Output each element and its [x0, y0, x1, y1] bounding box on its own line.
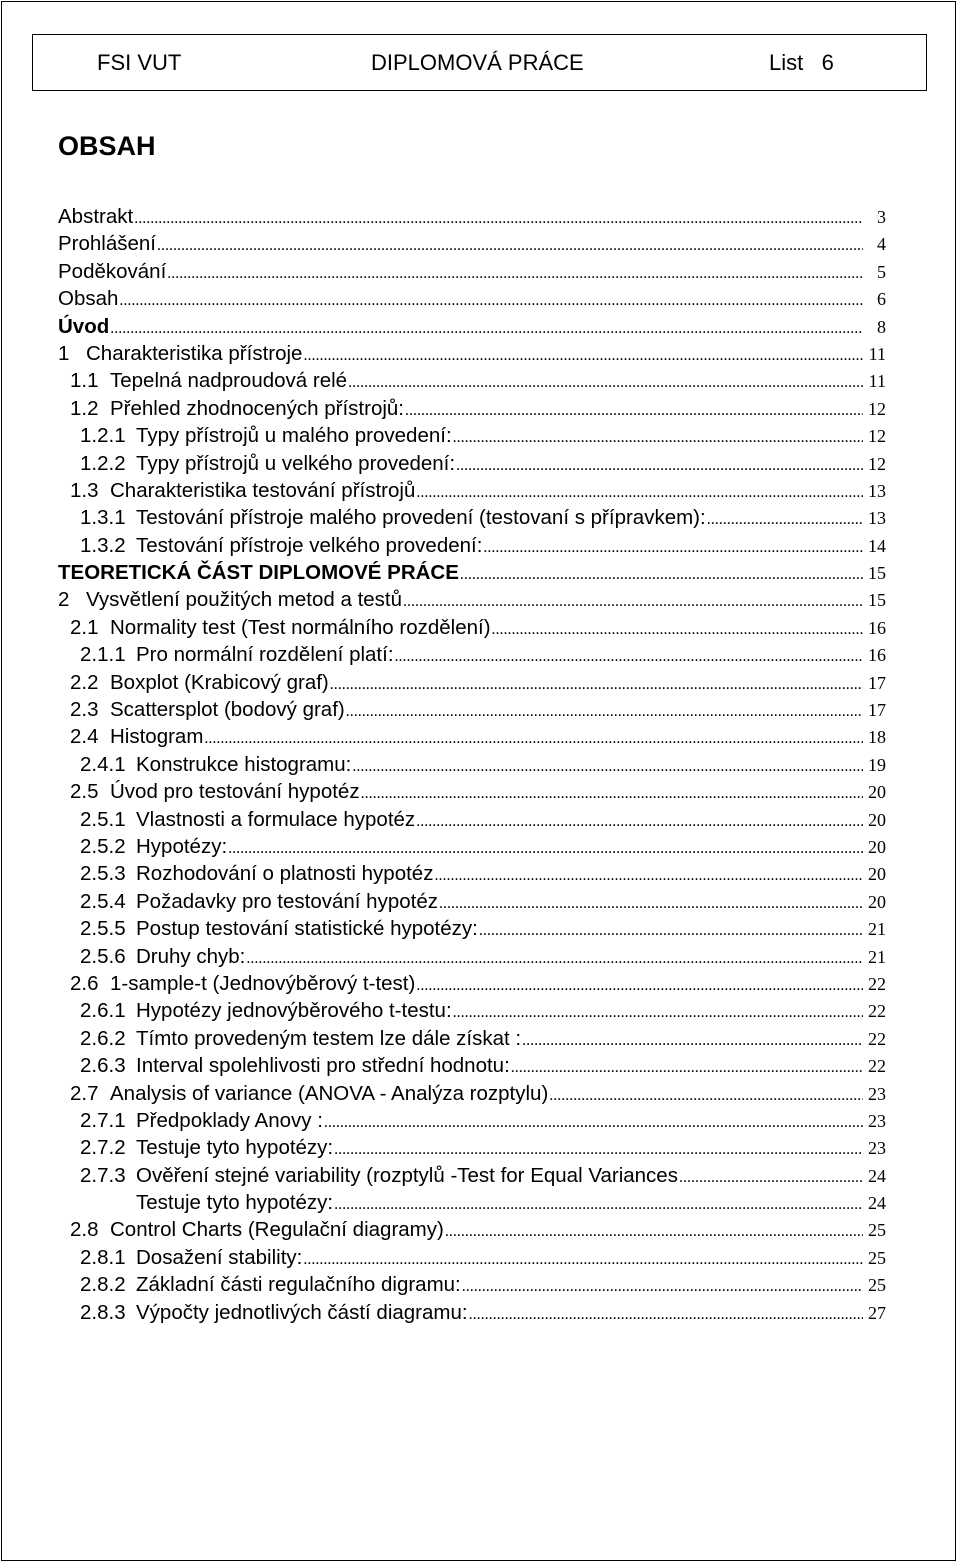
toc-entry-title: Control Charts (Regulační diagramy) [110, 1218, 444, 1242]
toc-entry-title: Histogram [110, 725, 204, 749]
toc-entry-number: 2.7 [70, 1081, 99, 1105]
toc-entry[interactable] [58, 1189, 886, 1216]
toc-entry-page: 20 [868, 864, 886, 885]
toc-entry-page: 14 [868, 535, 886, 556]
toc-entry[interactable] [58, 422, 886, 449]
toc-entry-page: 22 [868, 1056, 886, 1077]
toc-entry-number: 2.5.3 [80, 862, 126, 886]
toc-entry-page: 8 [877, 316, 886, 337]
toc-dot-leader [416, 808, 863, 835]
toc-entry-page: 16 [868, 617, 886, 638]
toc-entry-page: 6 [877, 289, 886, 310]
toc-entry[interactable] [58, 970, 886, 997]
toc-entry-page: 20 [868, 891, 886, 912]
toc-entry-page: 27 [868, 1302, 886, 1323]
toc-entry-page: 11 [868, 343, 886, 364]
toc-entry-page: 13 [868, 480, 886, 501]
toc-entry-page: 23 [868, 1138, 886, 1159]
toc-entry-number: 2.1 [70, 615, 99, 639]
toc-entry-title: Hypotézy jednovýběrového t-testu: [136, 999, 452, 1023]
page-header [32, 34, 927, 91]
toc-entry[interactable] [58, 833, 886, 860]
toc-dot-leader [303, 1246, 863, 1273]
toc-dot-leader [549, 1082, 863, 1109]
toc-entry-number: 2.8.2 [80, 1273, 126, 1297]
toc-entry-page: 12 [868, 453, 886, 474]
toc-entry[interactable] [58, 258, 886, 285]
toc-entry-title: Charakteristika přístroje [86, 341, 303, 365]
toc-entry-page: 23 [868, 1083, 886, 1104]
toc-entry-page: 3 [877, 207, 886, 227]
toc-dot-leader [324, 1109, 863, 1136]
toc-entry-number: 2.5.2 [80, 834, 126, 858]
toc-entry-title: Normality test (Test normálního rozdělení) [110, 615, 491, 639]
toc-dot-leader [511, 1054, 863, 1081]
toc-entry-title: Předpoklady Anovy : [136, 1108, 323, 1132]
toc-entry-title: Testování přístroje malého provedení (testovaní s přípravkem): [136, 506, 706, 530]
toc-entry-page: 22 [868, 1001, 886, 1022]
toc-entry-title: Postup testování statistické hypotézy: [136, 917, 478, 941]
toc-entry[interactable] [58, 1162, 886, 1189]
toc-entry-page: 22 [868, 973, 886, 994]
toc-entry[interactable] [58, 1052, 886, 1079]
toc-entry[interactable] [58, 1271, 886, 1298]
toc-entry-number: 2.6.3 [80, 1054, 126, 1078]
toc-entry-number: 2.7.2 [80, 1136, 126, 1160]
toc-entry-number: 1.2 [70, 396, 99, 420]
toc-dot-leader [483, 534, 863, 561]
toc-entry-title: Přehled zhodnocených přístrojů: [110, 396, 405, 420]
toc-entry-number: 1 [58, 341, 70, 365]
toc-entry-title: Boxplot (Krabicový graf) [110, 670, 329, 694]
toc-entry[interactable] [58, 723, 886, 750]
toc-entry-page: 20 [868, 836, 886, 857]
toc-entry-page: 24 [868, 1193, 886, 1214]
toc-entry-page: 20 [868, 782, 886, 803]
toc-entry-title: Hypotézy: [136, 834, 228, 858]
toc-dot-leader [119, 287, 863, 314]
toc-entry-number: 2.7.3 [80, 1163, 126, 1187]
toc-entry[interactable] [58, 395, 886, 422]
toc-entry-title: Vysvětlení použitých metod a testů [86, 588, 403, 612]
toc-entry-number: 2.4 [70, 725, 99, 749]
toc-entry[interactable] [58, 230, 886, 257]
toc-entry-number: 1.3.2 [80, 533, 126, 557]
toc-entry-number: 2.7.1 [80, 1108, 126, 1132]
toc-entry-title: Rozhodování o platnosti hypotéz [136, 862, 434, 886]
toc-entry-title: Prohlášení [58, 232, 157, 256]
toc-entry[interactable] [58, 997, 886, 1024]
toc-entry[interactable] [58, 559, 886, 586]
toc-entry[interactable] [58, 806, 886, 833]
toc-entry-number: 1.3 [70, 478, 99, 502]
toc-dot-leader [453, 424, 863, 451]
toc-entry-page: 25 [868, 1247, 886, 1268]
toc-entry-page: 17 [868, 700, 886, 721]
toc-entry[interactable] [58, 450, 886, 477]
toc-entry-page: 16 [868, 645, 886, 666]
toc-entry-number: 2.6.2 [80, 1026, 126, 1050]
toc-dot-leader [434, 862, 863, 889]
toc-entry[interactable] [58, 1025, 886, 1052]
toc-entry[interactable] [58, 1299, 886, 1326]
toc-entry-title: Tepelná nadproudová relé [110, 369, 348, 393]
toc-dot-leader [334, 1136, 863, 1163]
toc-entry-title: Úvod [58, 314, 110, 338]
toc-entry[interactable] [58, 1080, 886, 1107]
toc-entry-title: Úvod pro testování hypotéz [110, 780, 360, 804]
toc-entry[interactable] [58, 888, 886, 915]
toc-dot-leader [348, 369, 863, 396]
toc-entry[interactable] [58, 477, 886, 504]
toc-entry-title: Ověření stejné variability (rozptylů -Test for Equal Variances [136, 1163, 678, 1187]
toc-entry-page: 25 [868, 1275, 886, 1296]
toc-entry-number: 2 [58, 588, 70, 612]
toc-dot-leader [460, 561, 863, 588]
toc-entry-title: Tímto provedeným testem lze dále získat : [136, 1026, 522, 1050]
toc-entry[interactable] [58, 614, 886, 641]
toc-entry[interactable] [58, 532, 886, 559]
toc-dot-leader [204, 725, 863, 752]
toc-entry-number: 2.6 [70, 971, 99, 995]
toc-dot-leader [405, 397, 863, 424]
toc-dot-leader [416, 479, 863, 506]
toc-dot-leader [157, 232, 863, 259]
toc-entry-title: Druhy chyb: [136, 944, 246, 968]
toc-entry-page: 13 [868, 508, 886, 529]
toc-entry-page: 11 [868, 371, 886, 392]
toc-dot-leader [479, 917, 863, 944]
toc-entry[interactable] [58, 285, 886, 312]
toc-dot-leader [246, 945, 863, 972]
toc-entry-page: 12 [868, 398, 886, 419]
header-faculty: FSI VUT [97, 50, 182, 75]
toc-entry-page: 19 [868, 754, 886, 775]
toc-entry[interactable] [58, 943, 886, 970]
toc-entry-number: 2.8.1 [80, 1245, 126, 1269]
toc-entry[interactable] [58, 1107, 886, 1134]
toc-dot-leader [134, 205, 863, 232]
toc-entry[interactable] [58, 340, 886, 367]
toc-entry[interactable] [58, 915, 886, 942]
toc-entry-page: 25 [868, 1220, 886, 1241]
toc-entry-number: 2.4.1 [80, 752, 126, 776]
toc-entry-number: 2.5.6 [80, 944, 126, 968]
toc-entry-title: 1-sample-t (Jednovýběrový t-test) [110, 971, 416, 995]
toc-entry-page: 5 [877, 261, 886, 282]
toc-entry-title: Testuje tyto hypotézy: [136, 1191, 334, 1215]
toc-entry-number: 2.6.1 [80, 999, 126, 1023]
toc-entry[interactable] [58, 641, 886, 668]
toc-dot-leader [456, 452, 863, 479]
toc-entry-number: 1.2.2 [80, 451, 126, 475]
toc-entry-page: 20 [868, 809, 886, 830]
toc-entry-number: 2.8.3 [80, 1300, 126, 1324]
toc-entry-number: 2.5.4 [80, 889, 126, 913]
toc-entry-page: 4 [877, 234, 886, 255]
toc-entry-title: Abstrakt [58, 205, 134, 228]
toc-entry-title: Testování přístroje velkého provedení: [136, 533, 483, 557]
toc-entry-title: Výpočty jednotlivých částí diagramu: [136, 1300, 468, 1324]
toc-entry-title: Typy přístrojů u velkého provedení: [136, 451, 456, 475]
toc-entry-title: Charakteristika testování přístrojů [110, 478, 416, 502]
toc-entry-number: 2.1.1 [80, 643, 126, 667]
toc-dot-leader [403, 588, 863, 615]
toc-dot-leader [492, 616, 863, 643]
toc-entry-page: 15 [868, 590, 886, 611]
toc-entry[interactable] [58, 1244, 886, 1271]
toc-entry[interactable] [58, 367, 886, 394]
toc-entry-title: Základní části regulačního digramu: [136, 1273, 461, 1297]
toc-dot-leader [445, 1218, 863, 1245]
toc-dot-leader [167, 260, 863, 287]
toc-entry-page: 17 [868, 672, 886, 693]
header-document-type: DIPLOMOVÁ PRÁCE [371, 50, 584, 75]
toc-entry[interactable] [58, 860, 886, 887]
toc-entry[interactable] [58, 504, 886, 531]
toc-entry[interactable] [58, 751, 886, 778]
toc-dot-leader [439, 890, 863, 917]
toc-entry[interactable] [58, 778, 886, 805]
toc-dot-leader [707, 506, 863, 533]
toc-entry-title: Typy přístrojů u malého provedení: [136, 424, 452, 448]
toc-entry-page: 15 [868, 563, 886, 584]
toc-entry[interactable] [58, 313, 886, 340]
toc-entry[interactable] [58, 669, 886, 696]
toc-entry-number: 1.1 [70, 369, 99, 393]
toc-entry-page: 22 [868, 1028, 886, 1049]
toc-entry-title: Konstrukce histogramu: [136, 752, 352, 776]
toc-heading: OBSAH [58, 131, 156, 161]
header-page-number: List 6 [769, 50, 834, 75]
toc-entry[interactable] [58, 1216, 886, 1243]
toc-entry-title: Interval spolehlivosti pro střední hodnotu: [136, 1054, 510, 1078]
toc-entry-title: Obsah [58, 287, 119, 311]
toc-entry-title: Analysis of variance (ANOVA - Analýza rozptylu) [110, 1081, 549, 1105]
toc-entry-title: Poděkování [58, 259, 167, 283]
toc-entry-page: 12 [868, 426, 886, 447]
toc-entry-number: 2.8 [70, 1218, 99, 1242]
toc-entry-title: Požadavky pro testování hypotéz [136, 889, 438, 913]
toc-dot-leader [334, 1191, 863, 1218]
toc-dot-leader [462, 1273, 863, 1300]
toc-entry-title: Dosažení stability: [136, 1245, 303, 1269]
toc-entry[interactable] [58, 1134, 886, 1161]
toc-entry[interactable] [58, 696, 886, 723]
toc-entry-page: 18 [868, 727, 886, 748]
toc-entry-page: 21 [868, 919, 886, 940]
toc-dot-leader [228, 835, 863, 862]
toc-dot-leader [352, 753, 863, 780]
toc-entry-page: 23 [868, 1110, 886, 1131]
toc-entry-page: 24 [868, 1165, 886, 1186]
toc-entry-title: Vlastnosti a formulace hypotéz [136, 807, 416, 831]
toc-dot-leader [679, 1164, 863, 1191]
toc-entry[interactable] [58, 203, 886, 230]
table-of-contents [58, 203, 886, 1326]
toc-dot-leader [346, 698, 863, 725]
toc-dot-leader [453, 999, 863, 1026]
toc-dot-leader [469, 1301, 863, 1328]
toc-entry-title: Scattersplot (bodový graf) [110, 698, 345, 722]
toc-entry-page: 21 [868, 946, 886, 967]
toc-dot-leader [395, 643, 863, 670]
toc-dot-leader [110, 315, 863, 342]
toc-entry-number: 1.3.1 [80, 506, 126, 530]
toc-dot-leader [361, 780, 863, 807]
toc-dot-leader [330, 671, 863, 698]
toc-entry-number: 2.2 [70, 670, 99, 694]
toc-entry[interactable] [58, 586, 886, 613]
toc-dot-leader [303, 342, 863, 369]
toc-entry-number: 1.2.1 [80, 424, 126, 448]
toc-dot-leader [522, 1027, 863, 1054]
toc-dot-leader [416, 972, 863, 999]
toc-entry-title: Testuje tyto hypotézy: [136, 1136, 334, 1160]
toc-entry-number: 2.5.5 [80, 917, 126, 941]
toc-entry-number: 2.3 [70, 698, 99, 722]
toc-entry-number: 2.5 [70, 780, 99, 804]
toc-entry-title: Pro normální rozdělení platí: [136, 643, 394, 667]
toc-entry-title: TEORETICKÁ ČÁST DIPLOMOVÉ PRÁCE [58, 561, 459, 585]
toc-entry-number: 2.5.1 [80, 807, 126, 831]
